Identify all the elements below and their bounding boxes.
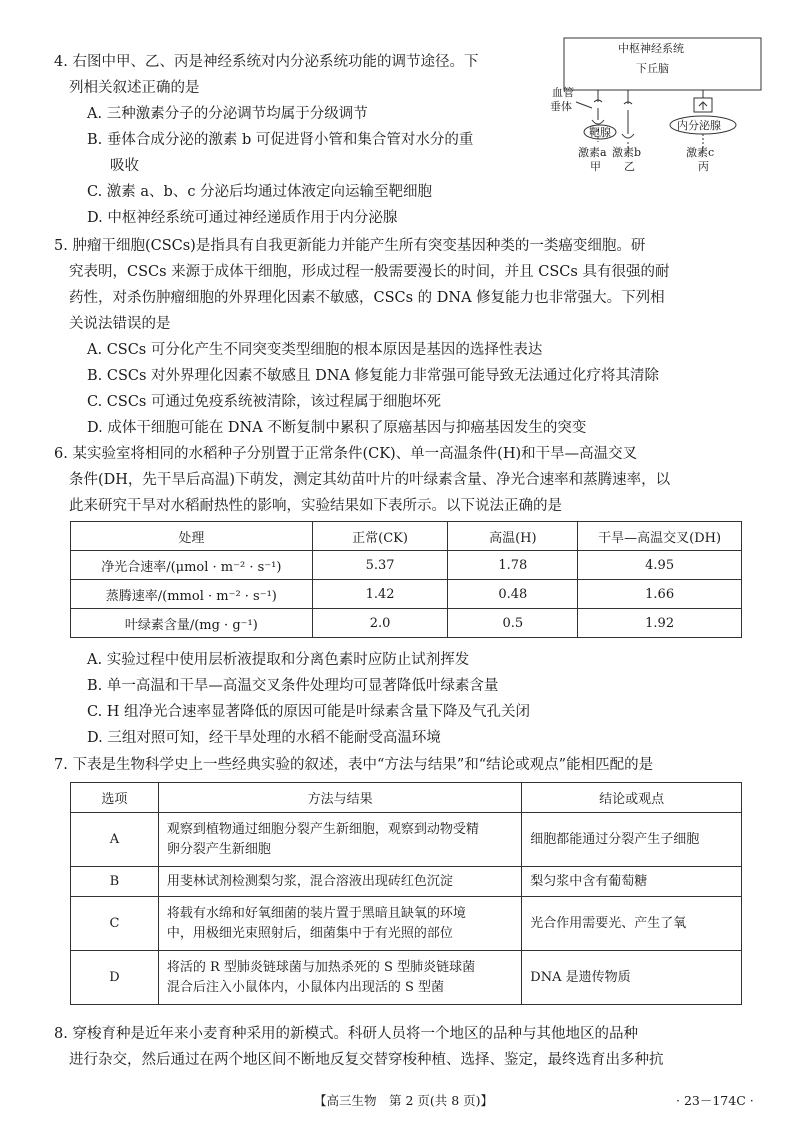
path-bing-label: 丙 [698, 160, 709, 173]
method-line: 将载有水绵和好氧细菌的装片置于黑暗且缺氧的环境 [166, 905, 466, 921]
q4-option-d: D. 中枢神经系统可通过神经递质作用于内分泌腺 [87, 210, 398, 226]
q6-stem-line3: 此来研究干旱对水稻耐热性的影响，实验结果如下表所示。以下说法正确的是 [69, 498, 562, 514]
q6-option-d: D. 三组对照可知，经干旱处理的水稻不能耐受高温环境 [87, 730, 441, 746]
table-cell: 净光合速率/(μmol · m⁻² · s⁻¹) [71, 551, 313, 580]
diagram-lines [548, 34, 768, 184]
table-cell: 0.5 [448, 609, 578, 638]
q6-option-a: A. 实验过程中使用层析液提取和分离色素时应防止试剂挥发 [87, 652, 470, 668]
hormone-c-label: 激素c [686, 146, 715, 159]
table-cell: 1.66 [578, 580, 742, 609]
header-cell: 干旱—高温交叉(DH) [578, 522, 742, 551]
header-cell: 方法与结果 [158, 783, 521, 813]
hypothalamus-label: 下丘脑 [636, 62, 669, 75]
table-cell: A [71, 813, 159, 867]
table-row [71, 580, 742, 609]
path-yi-label: 乙 [624, 160, 635, 173]
endocrine-gland-label: 内分泌腺 [677, 119, 721, 132]
method-line: 观察到植物通过细胞分裂产生新细胞，观察到动物受精 [166, 821, 479, 837]
table-cell: DNA 是遗传物质 [522, 951, 742, 1005]
neuro-endocrine-diagram [548, 34, 768, 184]
q4-option-b-line1: B. 垂体合成分泌的激素 b 可促进肾小管和集合管对水分的重 [87, 132, 474, 148]
hormone-b-label: 激素b [612, 146, 642, 159]
table-row [71, 813, 742, 867]
page-footer-title: 【高三生物 第 2 页(共 8 页)】 [314, 1093, 494, 1108]
q5-stem-line1: 5. 肿瘤干细胞(CSCs)是指具有自我更新能力并能产生所有突变基因种类的一类癌变细胞。研 [54, 238, 646, 254]
header-cell: 结论或观点 [522, 783, 742, 813]
q7-experiments-table [70, 782, 742, 1005]
table-cell: 1.42 [312, 580, 448, 609]
q5-option-b: B. CSCs 对外界理化因素不敏感且 DNA 修复能力非常强可能导致无法通过化疗将其清除 [87, 368, 660, 384]
table-cell: 细胞都能通过分裂产生子细胞 [522, 813, 742, 867]
q5-stem-line3: 药性，对杀伤肿瘤细胞的外界理化因素不敏感，CSCs 的 DNA 修复能力也非常强大。下列相 [69, 290, 665, 306]
q6-option-b: B. 单一高温和干旱—高温交叉条件处理均可显著降低叶绿素含量 [87, 678, 499, 694]
table-cell: 叶绿素含量/(mg · g⁻¹) [71, 609, 313, 638]
q4-option-a: A. 三种激素分子的分泌调节均属于分级调节 [87, 106, 368, 122]
table-cell: 1.92 [578, 609, 742, 638]
header-cell: 处理 [71, 522, 313, 551]
table-cell: 梨匀浆中含有葡萄糖 [522, 867, 742, 897]
q6-option-c: C. H 组净光合速率显著降低的原因可能是叶绿素含量下降及气孔关闭 [87, 704, 531, 720]
q8-stem-line2: 进行杂交，然后通过在两个地区间不断地反复交替穿梭种植、选择、鉴定，最终选育出多种抗 [69, 1052, 664, 1068]
vessel-label: 血管 [552, 86, 574, 99]
q5-stem-line2: 究表明，CSCs 来源于成体干细胞，形成过程一般需要漫长的时间，并且 CSCs 具有很强的耐 [69, 264, 670, 280]
q6-stem-line1: 6. 某实验室将相同的水稻种子分别置于正常条件(CK)、单一高温条件(H)和干旱—高温交叉 [54, 446, 638, 462]
table-header-row [71, 783, 742, 813]
table-cell: 蒸腾速率/(mmol · m⁻² · s⁻¹) [71, 580, 313, 609]
table-cell [158, 813, 521, 867]
hormone-a-label: 激素a [578, 146, 607, 159]
q4-stem-line2: 列相关叙述正确的是 [69, 80, 200, 96]
q5-option-a: A. CSCs 可分化产生不同突变类型细胞的根本原因是基因的选择性表达 [87, 342, 543, 358]
table-row [71, 951, 742, 1005]
page-footer-code: · 23－174C · [676, 1093, 754, 1108]
pituitary-label: 垂体 [550, 100, 572, 113]
cns-label: 中枢神经系统 [618, 42, 684, 55]
table-cell: C [71, 897, 159, 951]
q6-results-table [70, 521, 742, 638]
path-jia-label: 甲 [590, 160, 601, 173]
table-cell: 4.95 [578, 551, 742, 580]
table-cell: B [71, 867, 159, 897]
q5-stem-line4: 关说法错误的是 [69, 316, 171, 332]
q4-option-b-line2: 吸收 [110, 158, 139, 174]
table-row [71, 897, 742, 951]
table-cell: 光合作用需要光、产生了氧 [522, 897, 742, 951]
q7-stem-line1: 7. 下表是生物科学史上一些经典实验的叙述，表中“方法与结果”和“结论或观点”能相匹配的是 [54, 757, 654, 773]
table-cell: 5.37 [312, 551, 448, 580]
table-row [71, 609, 742, 638]
q8-stem-line1: 8. 穿梭育种是近年来小麦育种采用的新模式。科研人员将一个地区的品种与其他地区的品种 [54, 1026, 638, 1042]
method-line: 将活的 R 型肺炎链球菌与加热杀死的 S 型肺炎链球菌 [166, 959, 476, 975]
q4-option-c: C. 激素 a、b、c 分泌后均通过体液定向运输至靶细胞 [87, 184, 433, 200]
method-line: 卵分裂产生新细胞 [166, 841, 271, 857]
table-cell: 0.48 [448, 580, 578, 609]
table-row [71, 551, 742, 580]
table-cell [158, 951, 521, 1005]
method-line: 中，用极细光束照射后，细菌集中于有光照的部位 [166, 925, 453, 941]
table-cell: D [71, 951, 159, 1005]
header-cell: 高温(H) [448, 522, 578, 551]
target-gland-label: 靶腺 [589, 126, 611, 139]
q4-stem-line1: 4. 右图中甲、乙、丙是神经系统对内分泌系统功能的调节途径。下 [54, 54, 479, 70]
table-header-row [71, 522, 742, 551]
q6-stem-line2: 条件(DH，先干旱后高温)下萌发，测定其幼苗叶片的叶绿素含量、净光合速率和蒸腾速率，以 [69, 472, 671, 488]
q5-option-d: D. 成体干细胞可能在 DNA 不断复制中累积了原癌基因与抑癌基因发生的突变 [87, 420, 587, 436]
table-row [71, 867, 742, 897]
header-cell: 正常(CK) [312, 522, 448, 551]
table-cell: 1.78 [448, 551, 578, 580]
table-cell: 2.0 [312, 609, 448, 638]
method-line: 混合后注入小鼠体内，小鼠体内出现活的 S 型菌 [166, 979, 445, 995]
table-cell [158, 897, 521, 951]
q5-option-c: C. CSCs 可通过免疫系统被清除，该过程属于细胞坏死 [87, 394, 441, 410]
table-cell: 用斐林试剂检测梨匀浆，混合溶液出现砖红色沉淀 [158, 867, 521, 897]
header-cell: 选项 [71, 783, 159, 813]
